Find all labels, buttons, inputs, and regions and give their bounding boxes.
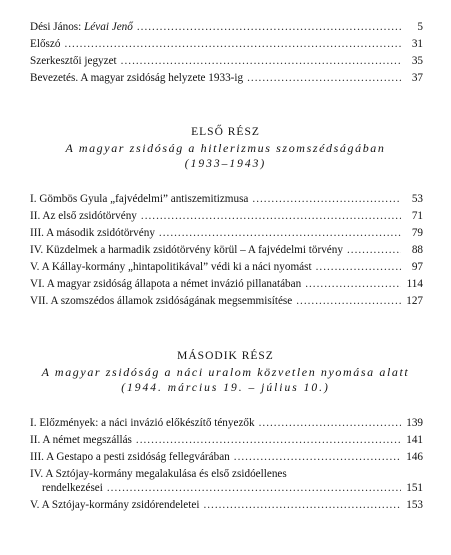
dot-leader <box>136 433 401 447</box>
toc-entry-page: 37 <box>411 72 423 84</box>
toc-entry-continuation <box>30 481 423 498</box>
part-one-heading <box>20 126 431 170</box>
toc-entry-page: 146 <box>406 451 423 463</box>
toc-entry-page: 114 <box>406 278 423 290</box>
dot-leader <box>141 209 401 223</box>
part-years: (1933–1943) <box>184 158 267 170</box>
dot-leader <box>203 498 401 512</box>
toc-entry <box>30 416 423 433</box>
toc-entry-title: IV. Küzdelmek a harmadik zsidótörvény körül – A fajvédelmi törvény <box>30 244 343 256</box>
part-label: MÁSODIK RÉSZ <box>177 350 274 362</box>
toc-entry <box>30 226 423 243</box>
toc-entry-title: IV. A Sztójay-kormány megalakulása és első zsidóellenes <box>30 468 287 480</box>
dot-leader <box>121 54 401 68</box>
toc-entry-title: V. A Sztójay-kormány zsidórendeletei <box>30 499 200 511</box>
toc-entry-title-cont: rendelkezései <box>42 482 103 494</box>
toc-entry <box>30 20 423 37</box>
toc-entry-page: 127 <box>406 295 423 307</box>
toc-entry-page: 53 <box>411 193 423 205</box>
toc-entry-title: VII. A szomszédos államok zsidóságának megsemmisítése <box>30 295 293 307</box>
toc-entry-page: 71 <box>411 210 423 222</box>
toc-entry-page: 88 <box>411 244 423 256</box>
toc-entry-title: III. A Gestapo a pesti zsidóság fellegvárában <box>30 451 230 463</box>
dot-leader <box>64 37 401 51</box>
toc-entry-title: II. Az első zsidótörvény <box>30 210 137 222</box>
part-two-list <box>30 416 423 515</box>
toc-entry-title: V. A Kállay-kormány „hintapolitikával” védi ki a náci nyomást <box>30 261 312 273</box>
toc-entry-author: Dési János: <box>30 21 85 33</box>
toc-entry <box>30 450 423 467</box>
toc-entry-title: III. A második zsidótörvény <box>30 227 155 239</box>
toc-entry <box>30 71 423 88</box>
part-label: ELSŐ RÉSZ <box>191 126 260 138</box>
dot-leader <box>252 192 401 206</box>
toc-entry-page: 141 <box>406 434 423 446</box>
toc-entry-work: Lévai Jenő <box>84 21 133 33</box>
toc-entry-page: 31 <box>411 38 423 50</box>
toc-entry <box>30 277 423 294</box>
dot-leader <box>305 277 401 291</box>
toc-entry-page: 151 <box>406 482 423 494</box>
dot-leader <box>107 481 401 495</box>
toc-entry-page: 79 <box>411 227 423 239</box>
toc-entry <box>30 260 423 277</box>
toc-entry <box>30 54 423 71</box>
dot-leader <box>296 294 401 308</box>
dot-leader <box>316 260 401 274</box>
dot-leader <box>234 450 401 464</box>
toc-entry-page: 153 <box>406 499 423 511</box>
toc-entry-page: 5 <box>417 21 423 33</box>
dot-leader <box>347 243 401 257</box>
toc-entry <box>30 243 423 260</box>
dot-leader <box>137 20 401 34</box>
part-one-list <box>30 192 423 311</box>
toc-entry-first-line <box>30 467 423 481</box>
toc-entry <box>30 433 423 450</box>
toc-entry-title: VI. A magyar zsidóság állapota a német invázió pillanatában <box>30 278 302 290</box>
part-subtitle: A magyar zsidóság a hitlerizmus szomszédságában <box>65 141 386 155</box>
dot-leader <box>247 71 401 85</box>
toc-entry-title: I. Előzmények: a náci invázió előkészítő tényezők <box>30 417 255 429</box>
toc-entry <box>30 37 423 54</box>
toc-entry <box>30 294 423 311</box>
toc-entry-page: 97 <box>411 261 423 273</box>
part-two-heading <box>20 350 431 394</box>
toc-entry-title: Bevezetés. A magyar zsidóság helyzete 1933-ig <box>30 72 244 84</box>
toc-entry-title: Előszó <box>30 38 61 50</box>
front-matter-list <box>30 20 423 88</box>
toc-entry <box>30 192 423 209</box>
part-years: (1944. március 19. – július 10.) <box>121 382 330 394</box>
toc-entry-page: 139 <box>406 417 423 429</box>
dot-leader <box>159 226 401 240</box>
toc-entry <box>30 209 423 226</box>
part-subtitle: A magyar zsidóság a náci uralom közvetlen nyomása alatt <box>41 365 410 379</box>
toc-entry-title: II. A német megszállás <box>30 434 132 446</box>
toc-entry-title <box>30 20 133 34</box>
toc-entry-title: Szerkesztői jegyzet <box>30 55 117 67</box>
toc-entry-page: 35 <box>411 55 423 67</box>
toc-entry <box>30 498 423 515</box>
dot-leader <box>259 416 401 430</box>
toc-entry-title: I. Gömbös Gyula „fajvédelmi” antiszemitizmusa <box>30 193 249 205</box>
